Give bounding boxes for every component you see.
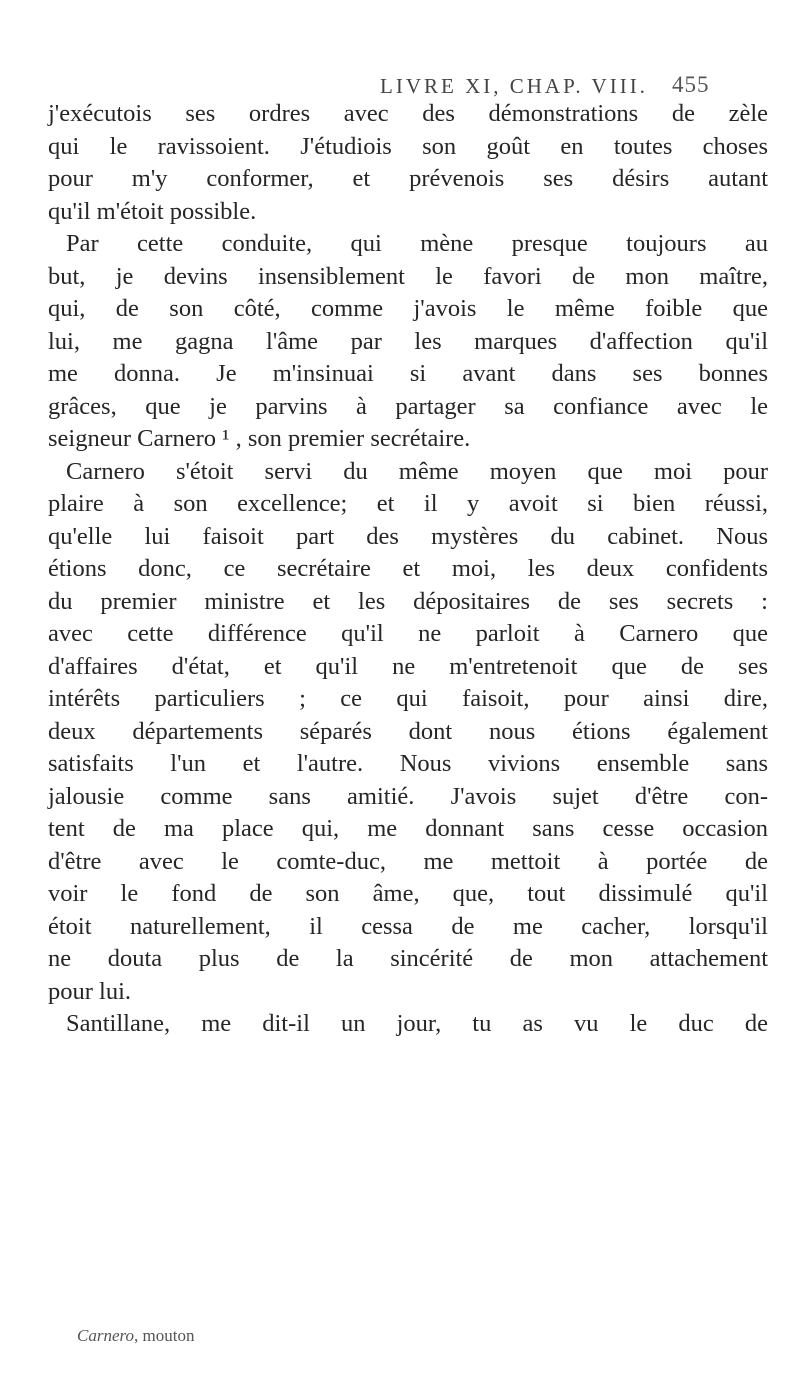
text-line: étions donc, ce secrétaire et moi, les deux confidents [48, 555, 768, 582]
text-line: j'exécutois ses ordres avec des démonstrations de zèle [48, 100, 768, 127]
footnote-gloss: , mouton [134, 1326, 195, 1345]
text-line: qu'il m'étoit possible. [48, 197, 257, 225]
page-number: 455 [672, 72, 710, 97]
text-line: Par cette conduite, qui mène presque toujours au [66, 230, 768, 257]
text-line: avec cette différence qu'il ne parloit à Carnero que [48, 620, 768, 647]
text-line: du premier ministre et les dépositaires de ses secrets : [48, 587, 768, 615]
text-line: d'affaires d'état, et qu'il ne m'entretenoit que de ses [48, 652, 768, 680]
text-line: jalousie comme sans amitié. J'avois sujet d'être con- [48, 782, 768, 810]
text-line: plaire à son excellence; et il y avoit si bien réussi, [48, 490, 768, 517]
text-line: voir le fond de son âme, que, tout dissimulé qu'il [48, 880, 768, 907]
text-line: Santillane, me dit-il un jour, tu as vu le duc de [66, 1010, 768, 1037]
text-line: d'être avec le comte-duc, me mettoit à portée de [48, 847, 768, 875]
footnote-term: Carnero [77, 1326, 134, 1345]
body-text [48, 98, 768, 1041]
text-line: étoit naturellement, il cessa de me cacher, lorsqu'il [48, 912, 768, 940]
text-line: qu'elle lui faisoit part des mystères du cabinet. Nous [48, 522, 768, 550]
text-line: lui, me gagna l'âme par les marques d'affection qu'il [48, 327, 768, 355]
footnote [77, 1326, 194, 1346]
text-line: satisfaits l'un et l'autre. Nous vivions ensemble sans [48, 750, 768, 777]
text-line: pour lui. [48, 977, 132, 1005]
text-line: grâces, que je parvins à partager sa confiance avec le [48, 392, 768, 420]
text-line: Carnero s'étoit servi du même moyen que moi pour [66, 457, 768, 485]
text-line: deux départements séparés dont nous étions également [48, 717, 768, 745]
text-line: ne douta plus de la sincérité de mon attachement [48, 945, 768, 972]
text-line: qui le ravissoient. J'étudiois son goût en toutes choses [48, 132, 768, 160]
text-line: qui, de son côté, comme j'avois le même foible que [48, 295, 768, 322]
running-head: LIVRE XI, CHAP. VIII. [380, 74, 648, 98]
text-line: intérêts particuliers ; ce qui faisoit, pour ainsi dire, [48, 685, 768, 712]
text-line: but, je devins insensiblement le favori de mon maître, [48, 262, 768, 290]
text-line: seigneur Carnero ¹ , son premier secrétaire. [48, 425, 471, 452]
text-line: me donna. Je m'insinuai si avant dans ses bonnes [48, 360, 768, 387]
text-line: tent de ma place qui, me donnant sans cesse occasion [48, 815, 768, 842]
text-line: pour m'y conformer, et prévenois ses désirs autant [48, 165, 768, 192]
